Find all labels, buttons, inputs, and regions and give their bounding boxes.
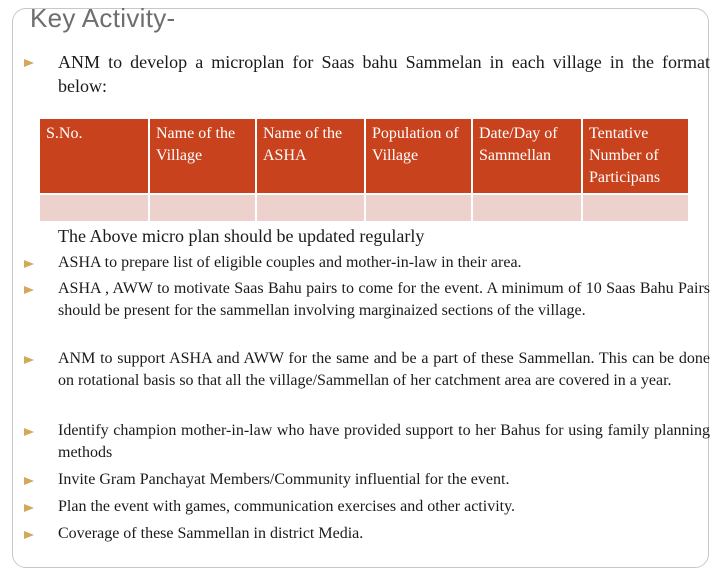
intro-text: ANM to develop a microplan for Saas bahu Sammelan in each village in the format below:	[58, 52, 710, 96]
update-note: The Above micro plan should be updated regularly	[58, 226, 425, 246]
list-item-text: ASHA , AWW to motivate Saas Bahu pairs to come for the event. A minimum of 10 Saas Bahu Pairs should be present for the sammellan involving marginaized sections of the village.	[58, 280, 710, 319]
table-cell	[257, 195, 364, 221]
arrow-bullet-icon	[24, 356, 34, 364]
table-cell	[366, 195, 471, 221]
slide-title: Key Activity-	[30, 3, 176, 33]
arrow-bullet-icon	[24, 286, 34, 294]
header-population: Population of Village	[366, 119, 471, 193]
arrow-bullet-icon	[24, 477, 34, 485]
arrow-bullet-icon	[24, 531, 34, 539]
list-item-text: Invite Gram Panchayat Members/Community influential for the event.	[58, 471, 510, 488]
list-item	[38, 278, 710, 322]
table-row	[40, 195, 688, 221]
header-sno: S.No.	[40, 119, 148, 193]
list-item-text: Identify champion mother-in-law who have provided support to her Bahus for using family planning methods	[58, 422, 710, 461]
table-header-row	[40, 119, 688, 193]
header-date: Date/Day of Sammellan	[473, 119, 581, 193]
list-item-text: ANM to support ASHA and AWW for the same and be a part of these Sammellan. This can be done on rotational basis so that all the village/Sammellan of her catchment area are covered in a year.	[58, 350, 710, 389]
list-item	[38, 523, 710, 545]
list-item	[38, 496, 710, 518]
arrow-bullet-icon	[24, 428, 34, 436]
list-item	[38, 469, 710, 491]
arrow-bullet-icon	[24, 59, 34, 67]
header-village: Name of the Village	[150, 119, 255, 193]
list-item	[38, 348, 710, 392]
header-participants: Tentative Number of Participans	[583, 119, 688, 193]
list-item-text: ASHA to prepare list of eligible couples and mother-in-law in their area.	[58, 254, 522, 271]
list-item	[38, 252, 710, 274]
list-item-text: Coverage of these Sammellan in district Media.	[58, 525, 364, 542]
microplan-table	[38, 117, 690, 223]
intro-bullet	[38, 50, 710, 98]
list-item-text: Plan the event with games, communication exercises and other activity.	[58, 498, 516, 515]
list-item	[38, 420, 710, 464]
arrow-bullet-icon	[24, 504, 34, 512]
table-cell	[40, 195, 148, 221]
arrow-bullet-icon	[24, 260, 34, 268]
header-asha: Name of the ASHA	[257, 119, 364, 193]
table-cell	[473, 195, 581, 221]
table-cell	[150, 195, 255, 221]
table-cell	[583, 195, 688, 221]
